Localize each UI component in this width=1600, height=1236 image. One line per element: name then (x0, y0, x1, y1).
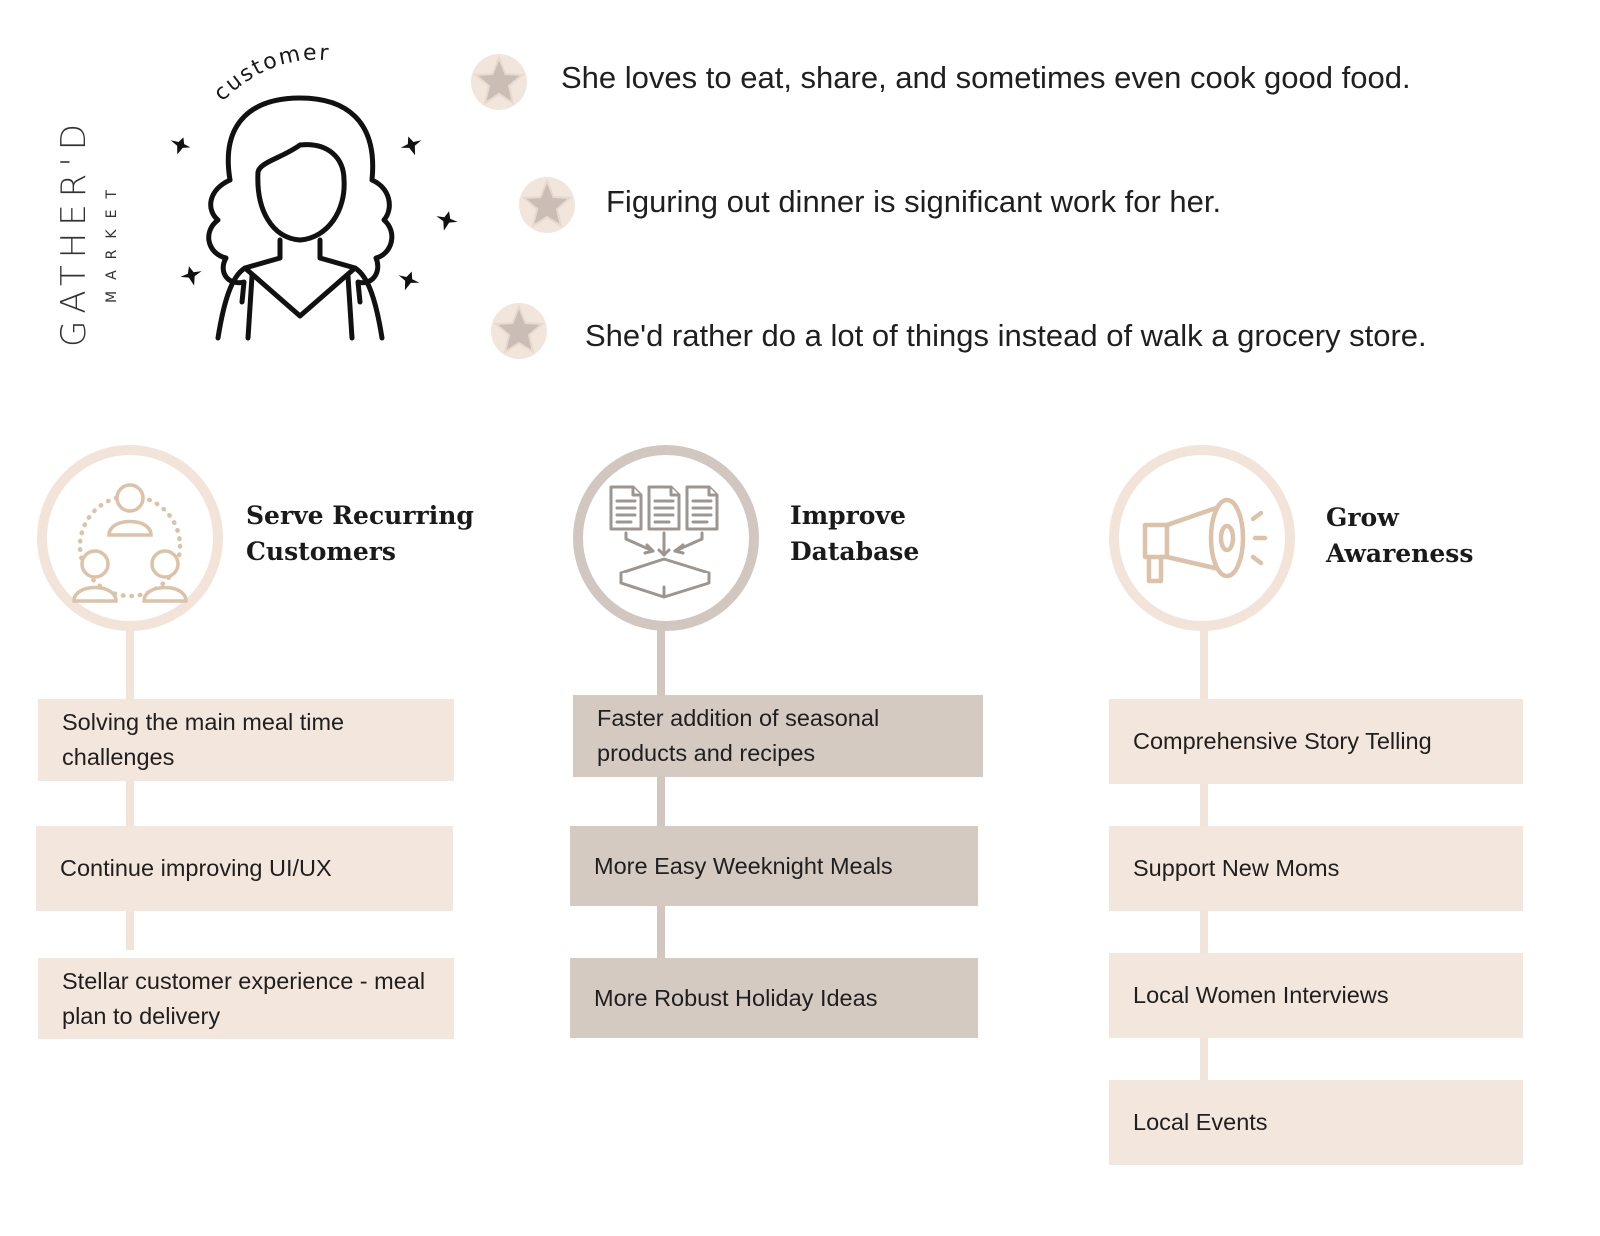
goal-circle-grow-awareness (1109, 445, 1295, 631)
goal-item-card: Solving the main meal time challenges (38, 699, 454, 781)
woman-icon (209, 98, 392, 338)
goal-title: Grow Awareness (1326, 503, 1474, 568)
goal-item-card: Faster addition of seasonal products and recipes (573, 695, 983, 777)
documents-to-box-icon (583, 455, 749, 621)
goal-title: Improve Database (790, 501, 920, 566)
persona-statement: Figuring out dinner is significant work for her. (606, 184, 1222, 219)
goal-item-card: Local Women Interviews (1109, 953, 1523, 1038)
star-icon (488, 300, 550, 362)
goal-title: Serve Recurring Customers (246, 501, 474, 566)
goal-item-card: Continue improving UI/UX (36, 826, 453, 911)
connector-line (657, 620, 665, 960)
goal-item-card: Local Events (1109, 1080, 1523, 1165)
star-icon (516, 174, 578, 236)
goal-item-card: Support New Moms (1109, 826, 1523, 911)
goal-item-card: More Robust Holiday Ideas (570, 958, 978, 1038)
brand-tagline: MARKET (104, 179, 120, 303)
star-icon (468, 51, 530, 113)
people-network-icon (47, 455, 213, 621)
brand-logo (40, 105, 140, 350)
goal-circle-serve-recurring (37, 445, 223, 631)
megaphone-icon (1119, 455, 1285, 621)
persona-statement: She loves to eat, share, and sometimes even cook good food. (561, 60, 1411, 95)
goal-item-card: More Easy Weeknight Meals (570, 826, 978, 906)
brand-name: GATHER'D (54, 117, 94, 347)
goal-item-card: Comprehensive Story Telling (1109, 699, 1523, 784)
customer-avatar-illustration (160, 40, 470, 360)
goal-circle-improve-database (573, 445, 759, 631)
persona-statement: She'd rather do a lot of things instead of walk a grocery store. (585, 318, 1427, 353)
persona-label: customer (209, 40, 332, 107)
goal-item-card: Stellar customer experience - meal plan to delivery (38, 958, 454, 1039)
